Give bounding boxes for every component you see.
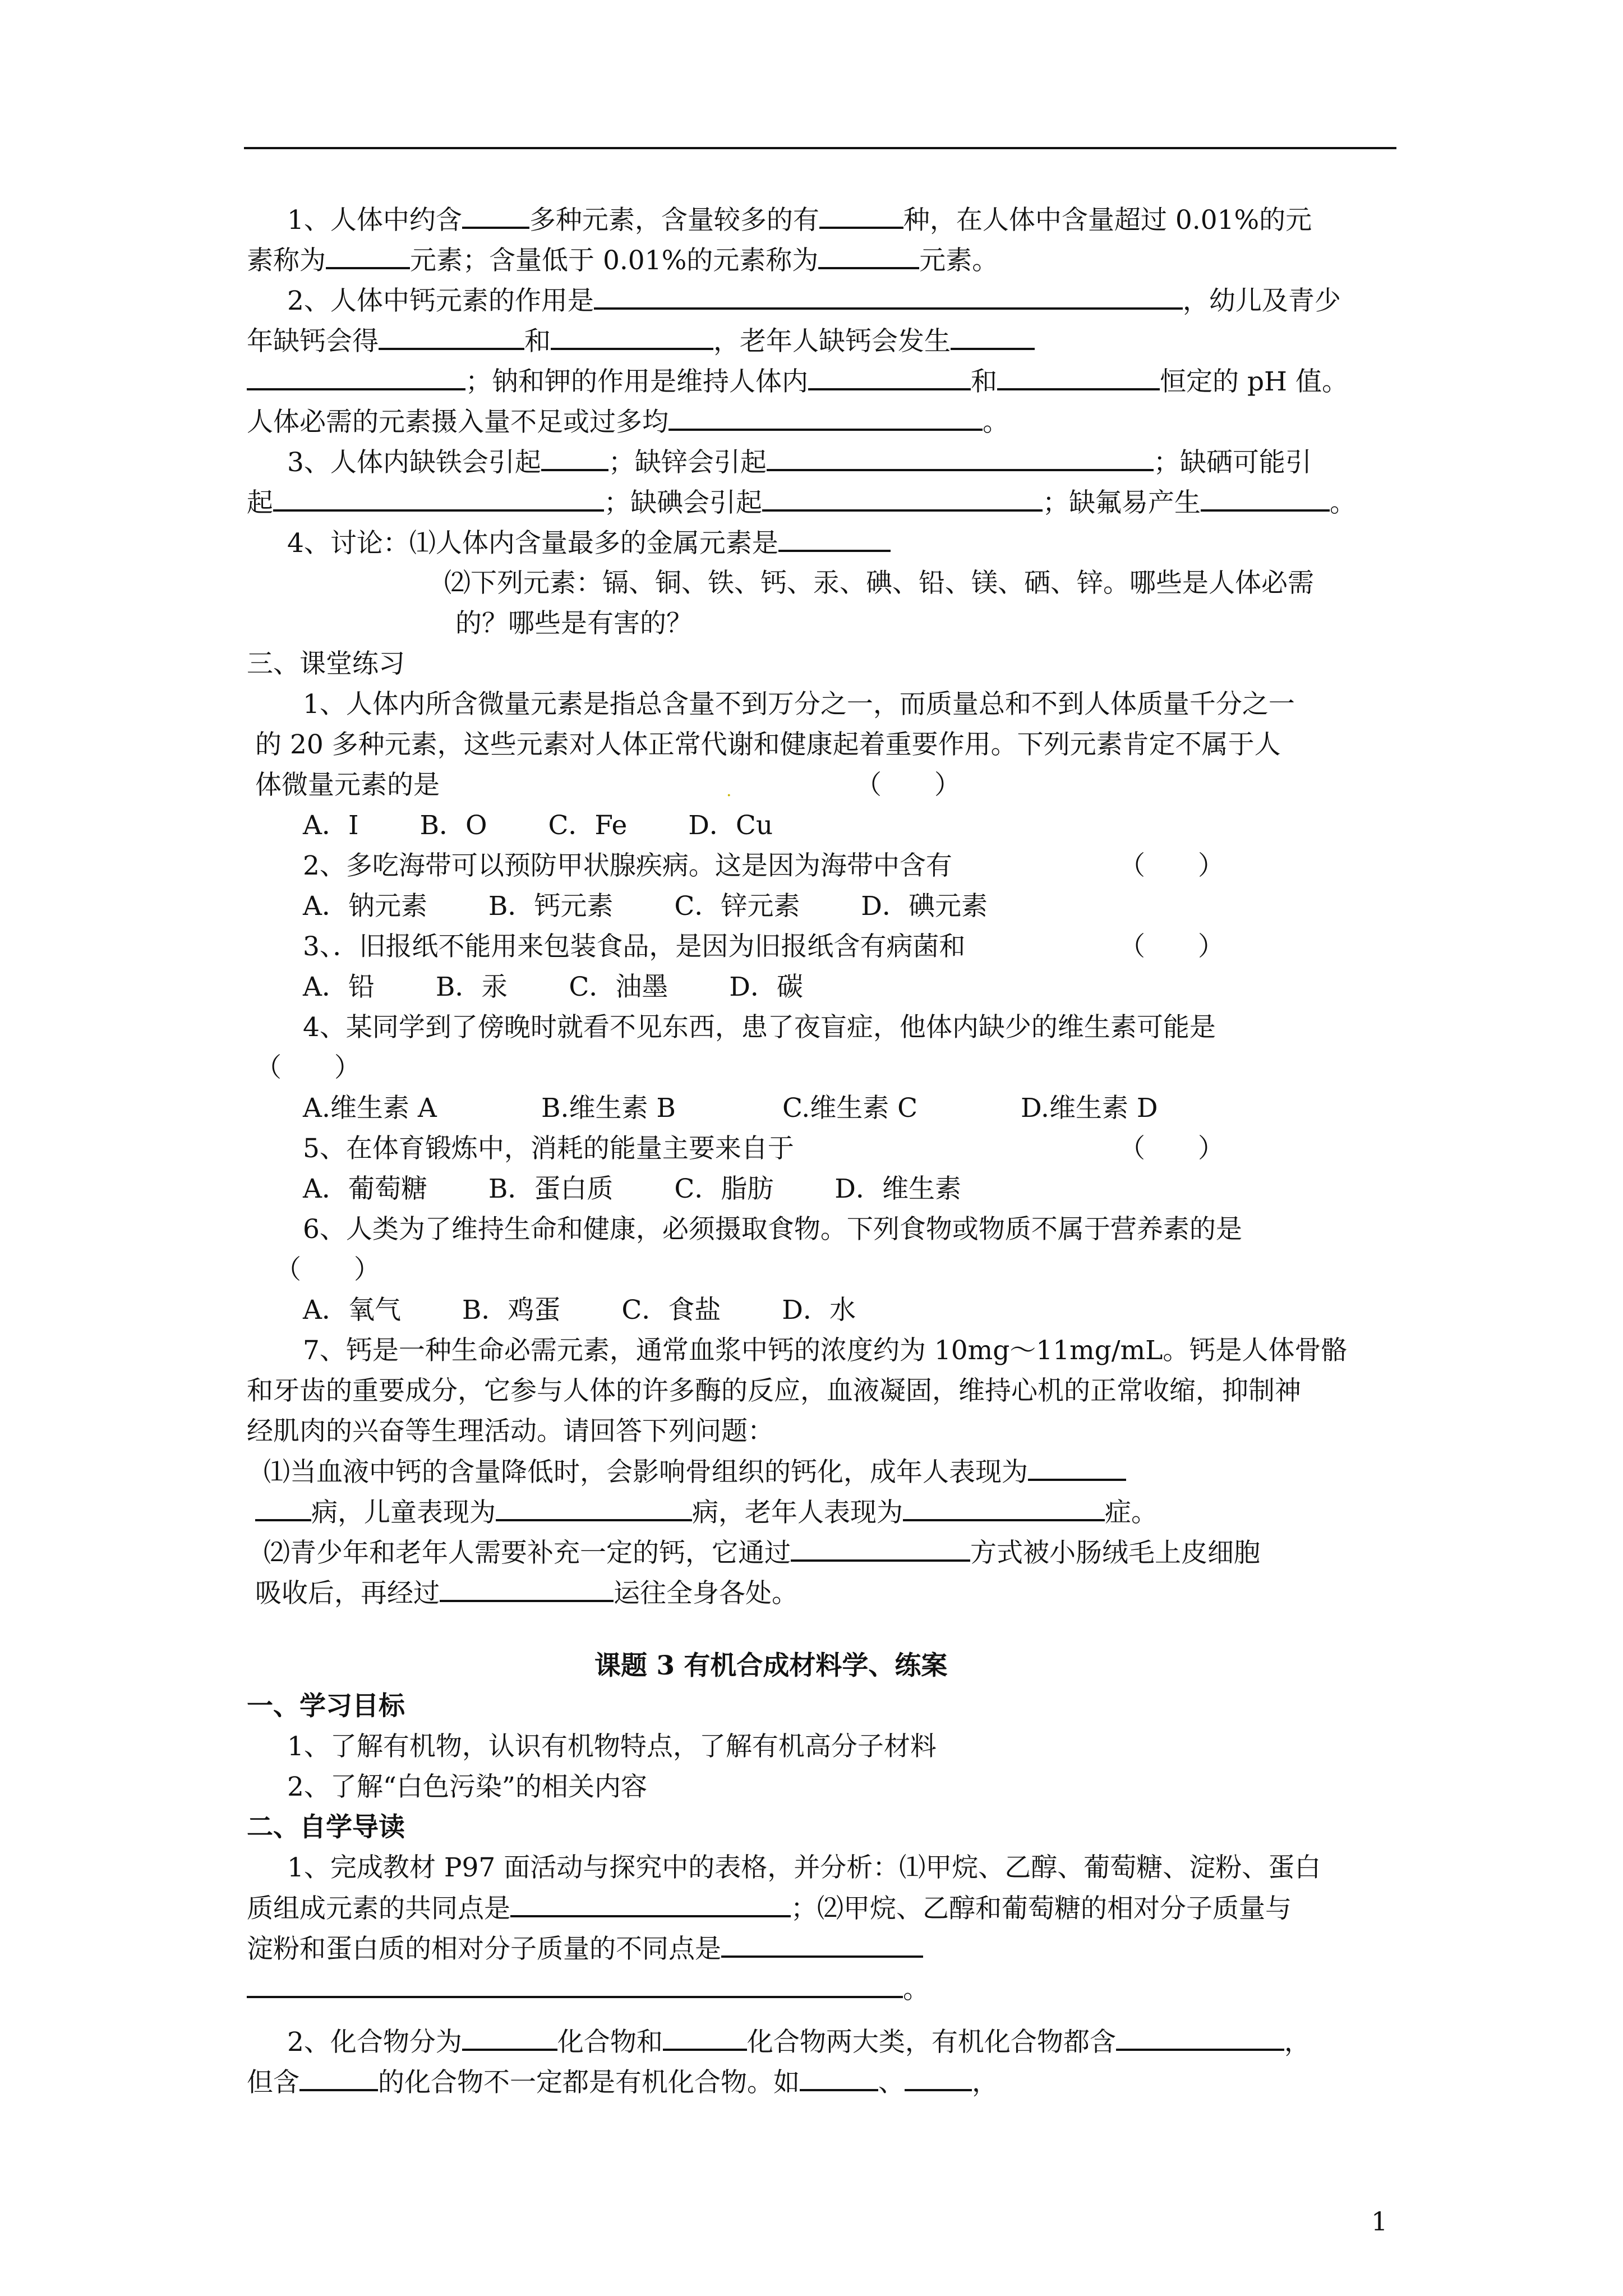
guide-q2-line-1: 2、化合物分为 化合物和 化合物两大类，有机化合物都含 ， (287, 2025, 1311, 2059)
p5-paren: （ ） (1119, 1133, 1224, 1164)
p6-paren: （ ） (275, 1254, 380, 1285)
p1-paren: （ ） (855, 770, 961, 800)
p7-sub1-line-2: 病，儿童表现为 病，老年人表现为 症。 (255, 1496, 1158, 1530)
p2-line-1: 2、多吃海带可以预防甲状腺疾病。这是因为海带中含有 (303, 850, 952, 881)
p7-sub2-line-1: ⑵青少年和老年人需要补充一定的钙，它通过 方式被小肠绒毛上皮细胞 (264, 1536, 1260, 1570)
p2-paren: （ ） (1119, 850, 1224, 881)
p1-line-1: 1、人体内所含微量元素是指总含量不到万分之一，而质量总和不到人体质量千分之一 (303, 689, 1295, 720)
p5-line-1: 5、在体育锻炼中，消耗的能量主要来自于 (303, 1133, 794, 1164)
p4-line-1: 4、某同学到了傍晚时就看不见东西，患了夜盲症，他体内缺少的维生素可能是 (303, 1012, 1216, 1043)
p7-line-1: 7、钙是一种生命必需元素，通常血浆中钙的浓度约为 10mg～11mg/mL。钙是人体骨骼 (303, 1335, 1348, 1366)
lesson-title: 课题 3 有机合成材料学、练案 (594, 1650, 948, 1681)
q4-line-2: ⑵下列元素：镉、铜、铁、钙、汞、碘、铅、镁、硒、锌。哪些是人体必需 (444, 568, 1314, 599)
p6-line-1: 6、人类为了维持生命和健康，必须摄取食物。下列食物或物质不属于营养素的是 (303, 1214, 1242, 1245)
p7-sub2-line-2: 吸收后，再经过 运往全身各处。 (255, 1576, 798, 1611)
p4-option-d: D.维生素 D (1021, 1093, 1158, 1124)
p3-options: A．铅 B．汞 C．油墨 D．碳 (303, 972, 803, 1002)
guide-heading: 二、自学导读 (247, 1812, 405, 1843)
q1-line-2: 素称为 元素；含量低于 0.01%的元素称为 元素。 (247, 243, 998, 278)
p3-paren: （ ） (1119, 931, 1224, 962)
p4-option-a: A.维生素 A (303, 1093, 437, 1124)
p6-options: A．氧气 B．鸡蛋 C．食盐 D．水 (303, 1295, 856, 1326)
goal-2: 2、了解“白色污染”的相关内容 (287, 1772, 647, 1802)
p4-option-b: B.维生素 B (541, 1093, 676, 1124)
goal-1: 1、了解有机物，认识有机物特点，了解有机高分子材料 (287, 1731, 937, 1762)
q2-line-2: 年缺钙会得 和 ，老年人缺钙会发生 (247, 324, 1035, 358)
yellow-dot: . (726, 781, 732, 800)
p4-option-c: C.维生素 C (782, 1093, 918, 1124)
q2-line-3: ；钠和钾的作用是维持人体内 和 恒定的 pH 值。 (247, 365, 1348, 399)
guide-q1-line-4: 。 (247, 1972, 929, 2007)
guide-q2-line-2: 但含 的化合物不一定都是有机化合物。如 、 ， (247, 2065, 998, 2100)
p5-options: A．葡萄糖 B．蛋白质 C．脂肪 D．维生素 (303, 1174, 961, 1204)
q1-line-1: 1、人体中约含 多种元素，含量较多的有 种，在人体中含量超过 0.01%的元 (287, 203, 1312, 237)
page-number: 1 (1371, 2206, 1388, 2237)
p1-options: A．I B．O C．Fe D．Cu (303, 810, 773, 841)
q2-line-1: 2、人体中钙元素的作用是 ，幼儿及青少 (287, 284, 1341, 318)
p4-paren: （ ） (255, 1052, 361, 1083)
goals-heading: 一、学习目标 (247, 1691, 405, 1722)
q3-line-2: 起 ；缺碘会引起 ；缺氟易产生 。 (247, 486, 1356, 520)
guide-q1-line-1: 1、完成教材 P97 面活动与探究中的表格，并分析：⑴甲烷、乙醇、葡萄糖、淀粉、蛋白 (287, 1852, 1321, 1883)
p1-line-3: 体微量元素的是 (255, 770, 440, 800)
q4-line-1: 4、讨论：⑴人体内含量最多的金属元素是 (287, 526, 891, 560)
header-rule (244, 147, 1396, 149)
guide-q1-line-2: 质组成元素的共同点是 ；⑵甲烷、乙醇和葡萄糖的相对分子质量与 (247, 1892, 1292, 1926)
p7-line-3: 经肌肉的兴奋等生理活动。请回答下列问题： (247, 1416, 774, 1447)
p3-line-1: 3、．旧报纸不能用来包装食品，是因为旧报纸含有病菌和 (303, 931, 966, 962)
p7-line-2: 和牙齿的重要成分，它参与人体的许多酶的反应，血液凝固，维持心机的正常收缩，抑制神 (247, 1375, 1301, 1406)
q2-line-4: 人体必需的元素摄入量不足或过多均 。 (247, 405, 1009, 439)
p2-options: A．钠元素 B．钙元素 C．锌元素 D．碘元素 (303, 891, 988, 922)
q3-line-1: 3、人体内缺铁会引起 ；缺锌会引起 ；缺硒可能引 (287, 445, 1312, 480)
guide-q1-line-3: 淀粉和蛋白质的相对分子质量的不同点是 (247, 1932, 923, 1966)
practice-heading: 三、课堂练习 (247, 648, 405, 679)
p7-sub1-line-1: ⑴当血液中钙的含量降低时，会影响骨组织的钙化，成年人表现为 (264, 1455, 1126, 1489)
p1-line-2: 的 20 多种元素，这些元素对人体正常代谢和健康起着重要作用。下列元素肯定不属于人 (255, 729, 1281, 760)
q4-line-3: 的？哪些是有害的？ (455, 608, 693, 639)
